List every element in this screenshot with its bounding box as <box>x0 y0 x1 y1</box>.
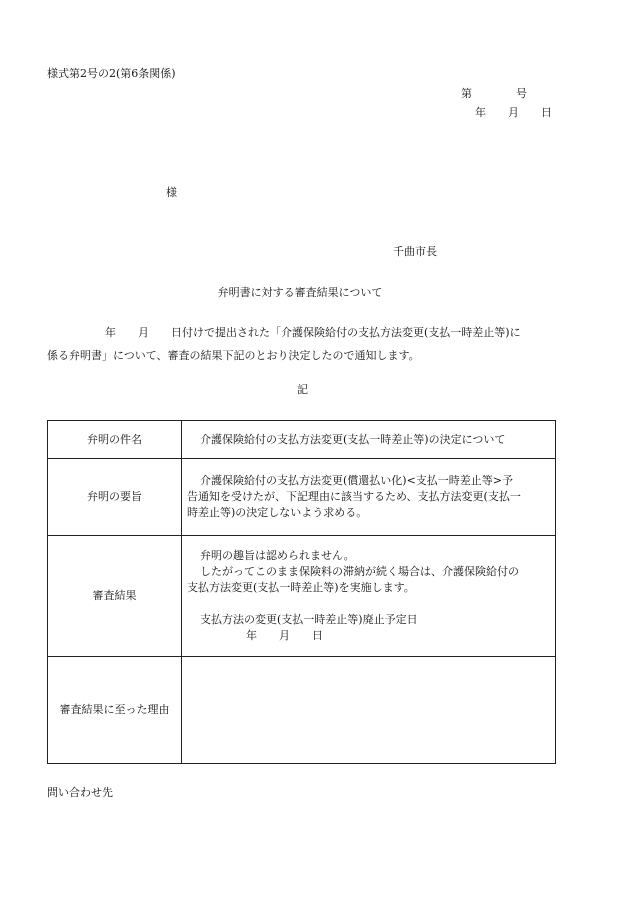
value-line: 介護保険給付の支払方法変更(支払一時差止等)の決定について <box>200 432 506 446</box>
row-value <box>182 421 556 459</box>
document-title: 弁明書に対する審査結果について <box>217 286 383 299</box>
document-number: 第 号 <box>461 87 527 100</box>
row-label: 弁明の要旨 <box>48 459 182 536</box>
ki-heading: 記 <box>297 383 308 396</box>
recipient-honorific: 様 <box>166 186 177 199</box>
form-number-label: 様式第2号の2(第6条関係) <box>47 67 176 80</box>
row-label: 弁明の件名 <box>48 421 182 459</box>
body-line: 係る弁明書」について、審査の結果下記のとおり決定したので通知します。 <box>47 349 420 362</box>
table-row <box>48 536 556 657</box>
review-result-table <box>47 420 556 764</box>
value-line: 年 月 日 <box>246 629 323 642</box>
row-label: 審査結果 <box>48 536 182 657</box>
value-line: したがってこのまま保険料の滞納が続く場合は、介護保険給付の <box>200 565 519 578</box>
body-paragraph <box>47 321 562 367</box>
row-value <box>182 657 556 764</box>
row-value <box>182 536 556 657</box>
row-label: 審査結果に至った理由 <box>48 657 182 764</box>
value-line: 時差止等)の決定しないよう求める。 <box>187 506 368 519</box>
table-row <box>48 657 556 764</box>
table-row <box>48 459 556 536</box>
value-line: 介護保険給付の支払方法変更(償還払い化)<支払一時差止等>予 <box>200 474 514 487</box>
document-date: 年 月 日 <box>475 106 552 119</box>
body-line: 年 月 日付けで提出された「介護保険給付の支払方法変更(支払一時差止等)に <box>105 326 521 339</box>
table-row <box>48 421 556 459</box>
contact-label: 問い合わせ先 <box>47 786 113 799</box>
value-line: 支払方法の変更(支払一時差止等)廃止予定日 <box>200 613 418 626</box>
value-line: 支払方法変更(支払一時差止等)を実施します。 <box>187 581 415 594</box>
sender-name: 千曲市長 <box>393 245 437 258</box>
value-line: 弁明の趣旨は認められません。 <box>200 549 355 562</box>
row-value <box>182 459 556 536</box>
value-line: 告通知を受けたが、下記理由に該当するため、支払方法変更(支払一 <box>187 490 521 503</box>
